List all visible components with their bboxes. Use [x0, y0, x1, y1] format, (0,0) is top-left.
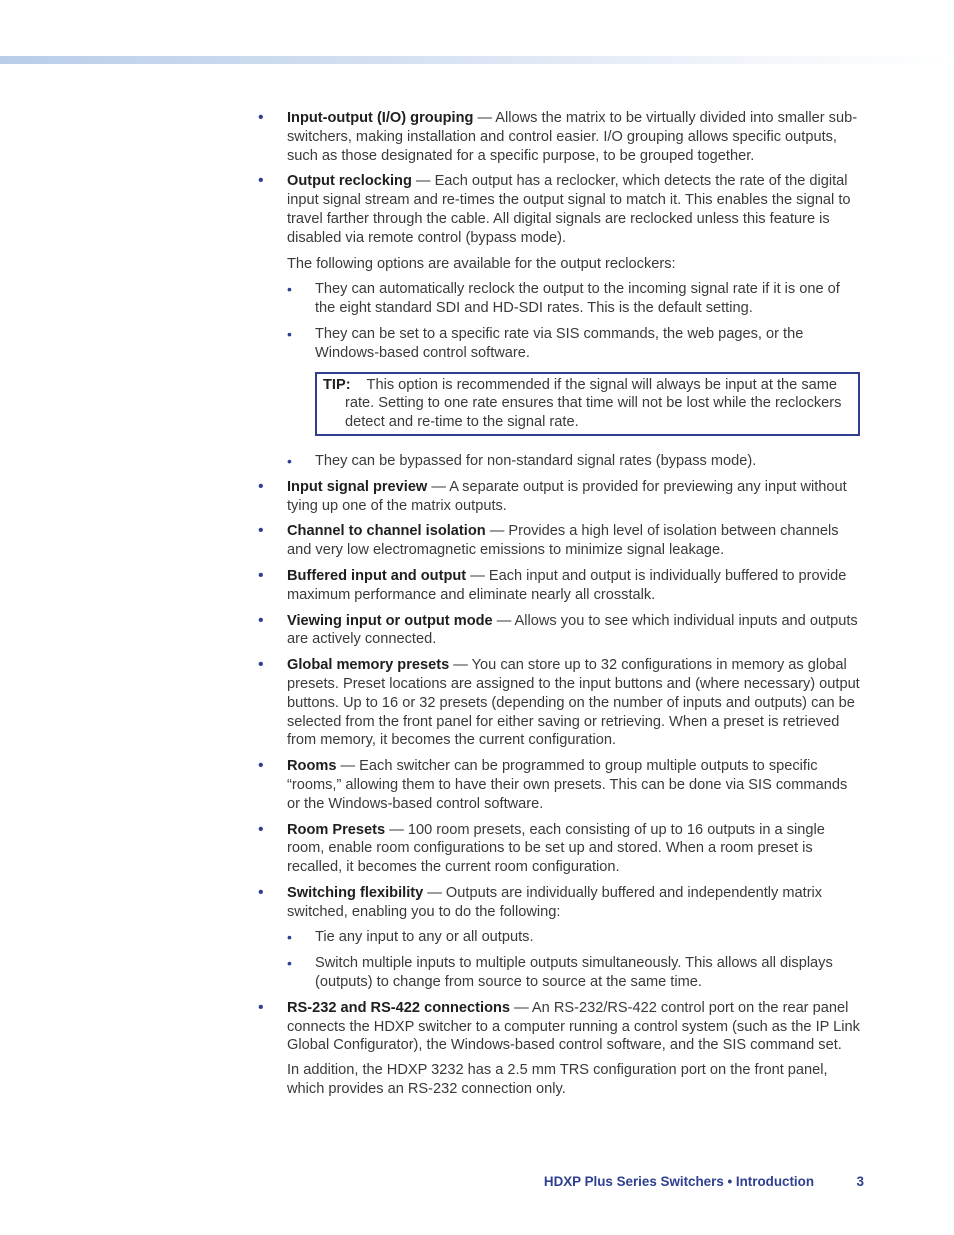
bullet-icon: •: [258, 656, 264, 674]
feature-title: Switching flexibility: [287, 884, 424, 901]
list-item: [258, 172, 864, 247]
feature-title: Input-output (I/O) grouping: [287, 110, 474, 126]
list-item: [258, 656, 864, 750]
feature-text: — Each input and output is individually buffered to provide maximum performance and eliminate nearly all crosstalk.: [287, 567, 847, 603]
bullet-icon: •: [258, 757, 264, 775]
feature-text: — Allows you to see which individual inputs and outputs are actively connected.: [287, 612, 858, 648]
sub-item-text: They can automatically reclock the output to the incoming signal rate if it is one of the eight standard SDI and HD-SDI rates. This is the default setting.: [315, 281, 840, 317]
feature-text: — Each output has a reclocker, which detects the rate of the digital input signal stream and re-times the output signal to match it. This enables the signal to travel farther through the cable. All digital signals are reclocked unless this feature is disabled via remote control (bypass mode).: [287, 173, 851, 246]
bullet-icon: •: [258, 998, 264, 1016]
list-item: [258, 757, 864, 813]
paragraph: The following options are available for the output reclockers:: [287, 255, 676, 272]
page-content: [258, 109, 864, 1099]
bullet-icon: •: [258, 611, 264, 629]
sub-item-text: Tie any input to any or all outputs.: [315, 929, 534, 946]
feature-title: Channel to channel isolation: [287, 523, 486, 540]
bullet-icon: •: [287, 955, 292, 972]
sub-list-item: [258, 928, 864, 947]
bullet-icon: •: [258, 883, 264, 901]
bullet-icon: •: [287, 325, 292, 342]
feature-text: — Provides a high level of isolation between channels and very low electromagnetic emissions to minimize signal leakage.: [287, 523, 839, 559]
paragraph: In addition, the HDXP 3232 has a 2.5 mm TRS configuration port on the front panel, which provides an RS-232 connection only.: [287, 1062, 828, 1098]
feature-title: Room Presets: [287, 821, 386, 838]
list-item: [258, 884, 864, 922]
feature-text: — 100 room presets, each consisting of up to 16 outputs in a single room, enable room configurations to be set up and stored. When a room preset is recalled, it becomes the current room configuration.: [287, 821, 825, 876]
list-item: [258, 109, 864, 165]
footer-title: HDXP Plus Series Switchers • Introduction: [543, 1174, 814, 1189]
list-item: [258, 612, 864, 650]
feature-text: — An RS-232/RS-422 control port on the rear panel connects the HDXP switcher to a computer running a control system (such as the IP Link Global Configurator), the Windows-based control software, and the SIS command set.: [287, 999, 860, 1054]
tip-box: [315, 372, 860, 436]
bullet-icon: •: [258, 477, 264, 495]
feature-title: Global memory presets: [287, 657, 450, 674]
feature-text: — You can store up to 32 configurations in memory as global presets. Preset locations are assigned to the input buttons and (where necessary) output buttons. Up to 16 or 32 presets (depending on the number of inputs and outputs) can be selected from the front panel for either saving or retrieving. When a preset is retrieved from memory, it becomes the current configuration.: [287, 657, 860, 749]
bullet-icon: •: [258, 522, 264, 540]
sub-item-text: Switch multiple inputs to multiple outputs simultaneously. This allows all displays (outputs) to change from source to source at the same time.: [315, 955, 833, 991]
sub-list-item: [258, 954, 864, 992]
bullet-icon: •: [287, 281, 292, 298]
feature-title: Viewing input or output mode: [287, 612, 493, 629]
feature-text: — Allows the matrix to be virtually divided into smaller sub-switchers, making installation and control easier. I/O grouping allows specific outputs, such as those designated for a specific purpose, to be grouped together.: [287, 110, 858, 164]
sub-list-item: [258, 452, 864, 471]
feature-title: Output reclocking: [287, 173, 412, 190]
feature-text: — A separate output is provided for previewing any input without tying up one of the matrix outputs.: [287, 478, 847, 514]
header-gradient-bar: [0, 56, 954, 64]
bullet-icon: •: [258, 820, 264, 838]
list-item: [258, 999, 864, 1055]
tip-label: TIP:: [323, 376, 351, 393]
feature-title: Rooms: [287, 758, 337, 775]
list-item: [258, 567, 864, 605]
sub-list-item: [258, 280, 864, 318]
sub-item-text: They can be set to a specific rate via SIS commands, the web pages, or the Windows-based control software.: [315, 325, 804, 361]
list-item: [258, 478, 864, 516]
bullet-icon: •: [287, 929, 292, 946]
list-item: [258, 522, 864, 560]
bullet-icon: •: [287, 452, 292, 469]
bullet-icon: •: [258, 566, 264, 584]
list-item: [258, 821, 864, 877]
sub-list-item: [258, 325, 864, 363]
tip-text: This option is recommended if the signal will always be input at the same rate. Setting to one rate ensures that time will not be lost while the reclockers detect and re-time to the signal rate.: [345, 376, 842, 431]
feature-title: Input signal preview: [287, 478, 428, 495]
feature-text: — Outputs are individually buffered and independently matrix switched, enabling you to do the following:: [287, 884, 823, 920]
bullet-icon: •: [258, 172, 264, 190]
feature-title: RS-232 and RS-422 connections: [287, 999, 511, 1016]
sub-item-text: They can be bypassed for non-standard signal rates (bypass mode).: [315, 452, 757, 469]
feature-title: Buffered input and output: [287, 567, 467, 584]
bullet-icon: •: [258, 109, 264, 126]
page-number: 3: [856, 1174, 864, 1189]
feature-text: — Each switcher can be programmed to group multiple outputs to specific “rooms,” allowing them to have their own presets. This can be done via SIS commands or the Windows-based control software.: [287, 758, 848, 812]
